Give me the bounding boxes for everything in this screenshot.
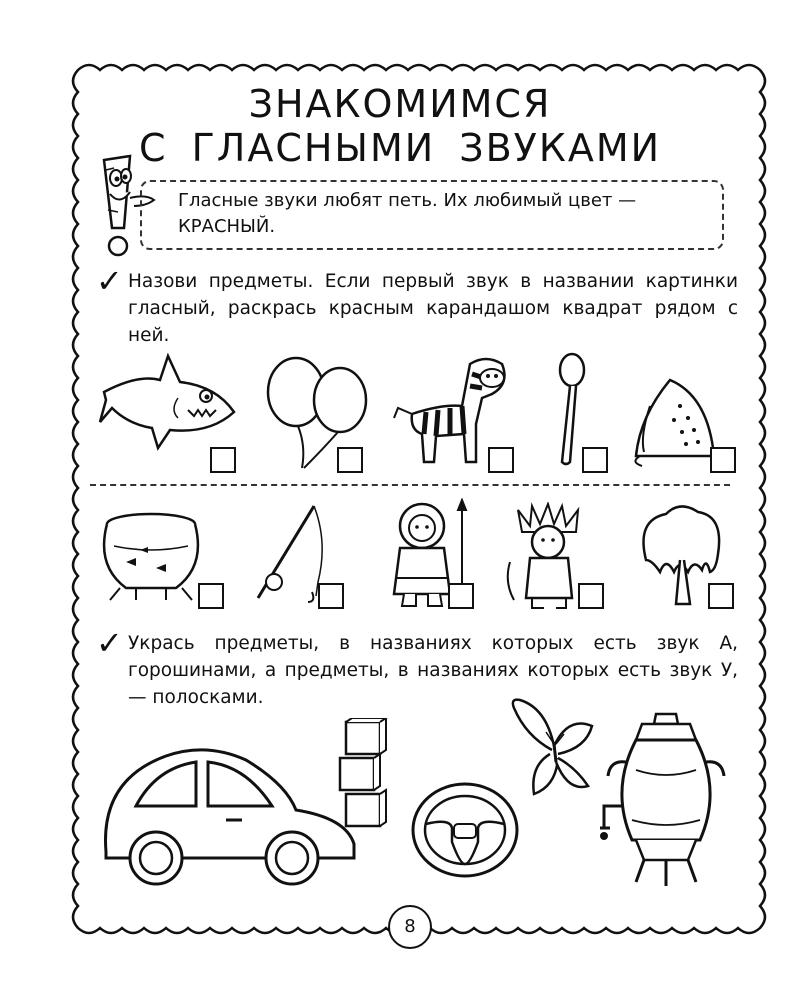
steering-wheel-picture	[410, 780, 520, 880]
answer-box-willow[interactable]	[708, 583, 734, 609]
butterfly-picture	[506, 696, 596, 800]
answer-box-fishing-rod[interactable]	[318, 583, 344, 609]
answer-box-spoon[interactable]	[582, 447, 608, 473]
checkmark-icon: ✓	[96, 624, 123, 662]
answer-box-aquarium[interactable]	[198, 583, 224, 609]
checkmark-icon: ✓	[96, 262, 123, 300]
answer-box-eskimo[interactable]	[448, 583, 474, 609]
iron-picture	[630, 376, 720, 468]
note-box	[140, 180, 724, 250]
answer-box-balloons[interactable]	[337, 447, 363, 473]
cubes-picture	[332, 718, 396, 830]
note-line1: Гласные звуки любят петь. Их любимый цвет —	[178, 190, 637, 211]
answer-box-shark[interactable]	[210, 447, 236, 473]
samovar-picture	[596, 710, 742, 890]
shark-picture	[98, 352, 238, 452]
answer-box-iron[interactable]	[710, 447, 736, 473]
row-divider	[90, 484, 730, 486]
page-title-line2: С ГЛАСНЫМИ ЗВУКАМИ	[138, 126, 662, 170]
note-line2: КРАСНЫЙ.	[178, 216, 276, 237]
aquarium-picture	[96, 506, 206, 602]
task1-text: Назови предметы. Если первый звук в названии картинки гласный, раскрась красным карандашом квадрат рядом с ней.	[128, 271, 738, 346]
page-number: 8	[388, 905, 432, 949]
page-title-line1: ЗНАКОМИМСЯ	[248, 82, 552, 126]
car-picture	[96, 740, 362, 890]
answer-box-native-american[interactable]	[578, 583, 604, 609]
task2-text: Укрась предметы, в названиях которых есть звук А, горошинами, а предметы, в названиях которых есть звук У, — полосками.	[128, 633, 738, 708]
answer-box-zebra[interactable]	[488, 447, 514, 473]
